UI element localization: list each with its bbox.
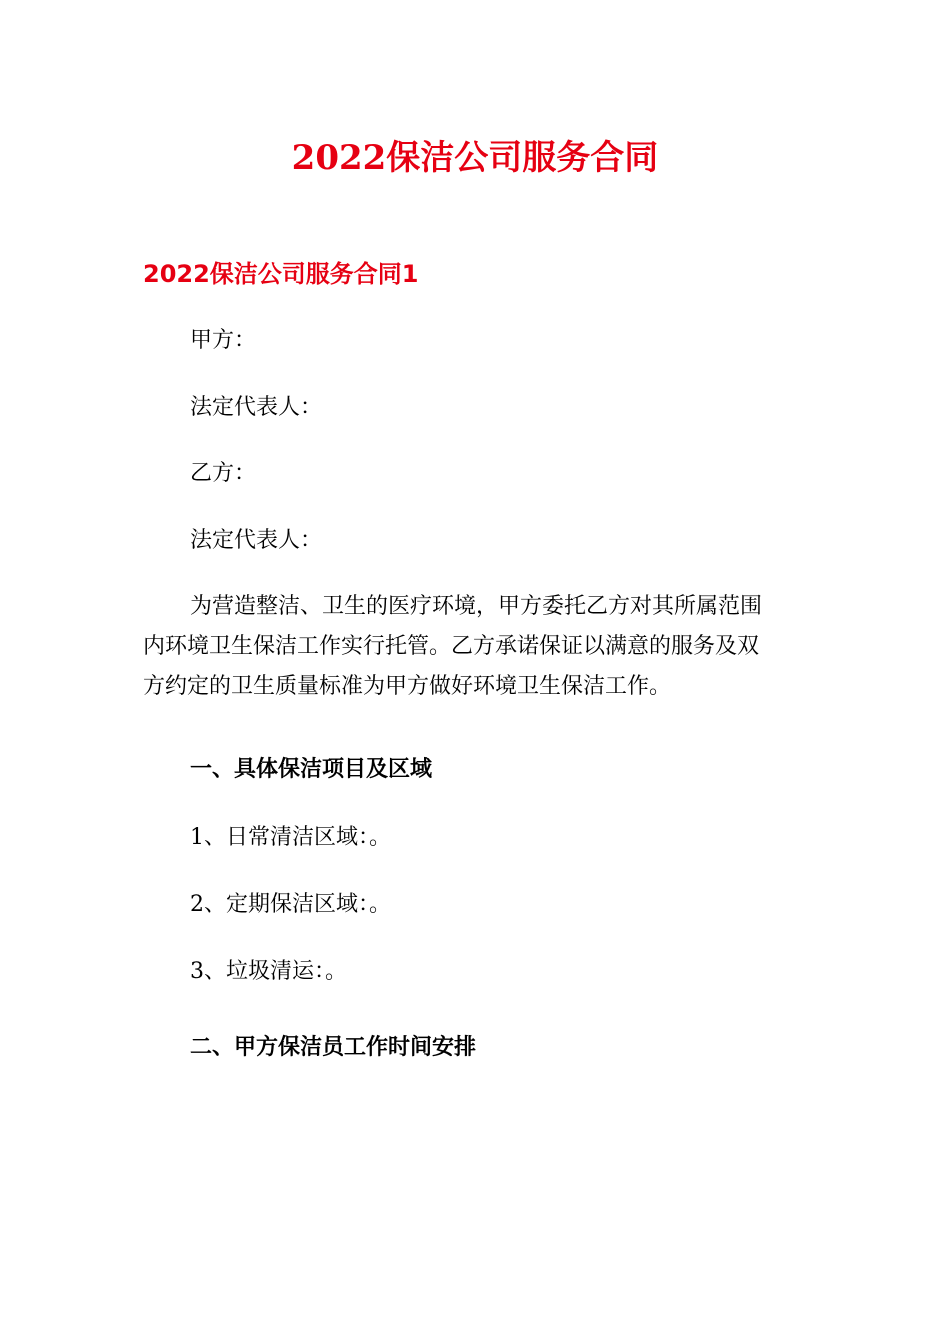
party-b-representative-label: 法定代表人： — [190, 528, 323, 553]
party-a-label: 甲方： — [190, 328, 257, 353]
document-title: 2022保洁公司服务合同 — [291, 138, 659, 178]
list-item: 2、定期保洁区域：。 — [190, 892, 391, 917]
intro-line: 方约定的卫生质量标准为甲方做好环境卫生保洁工作。 — [143, 674, 672, 699]
party-b-label: 乙方： — [190, 461, 257, 486]
heading-service-areas: 一、具体保洁项目及区域 — [190, 757, 433, 782]
intro-line: 为营造整洁、卫生的医疗环境，甲方委托乙方对其所属范围 — [190, 594, 763, 619]
intro-paragraph — [143, 587, 821, 707]
intro-line: 内环境卫生保洁工作实行托管。乙方承诺保证以满意的服务及双 — [143, 634, 760, 659]
party-a-representative-label: 法定代表人： — [190, 395, 323, 420]
list-item: 3、垃圾清运：。 — [190, 959, 347, 984]
heading-work-schedule: 二、甲方保洁员工作时间安排 — [190, 1035, 477, 1060]
section-title: 2022保洁公司服务合同1 — [143, 260, 419, 288]
list-item: 1、日常清洁区域：。 — [190, 825, 391, 850]
